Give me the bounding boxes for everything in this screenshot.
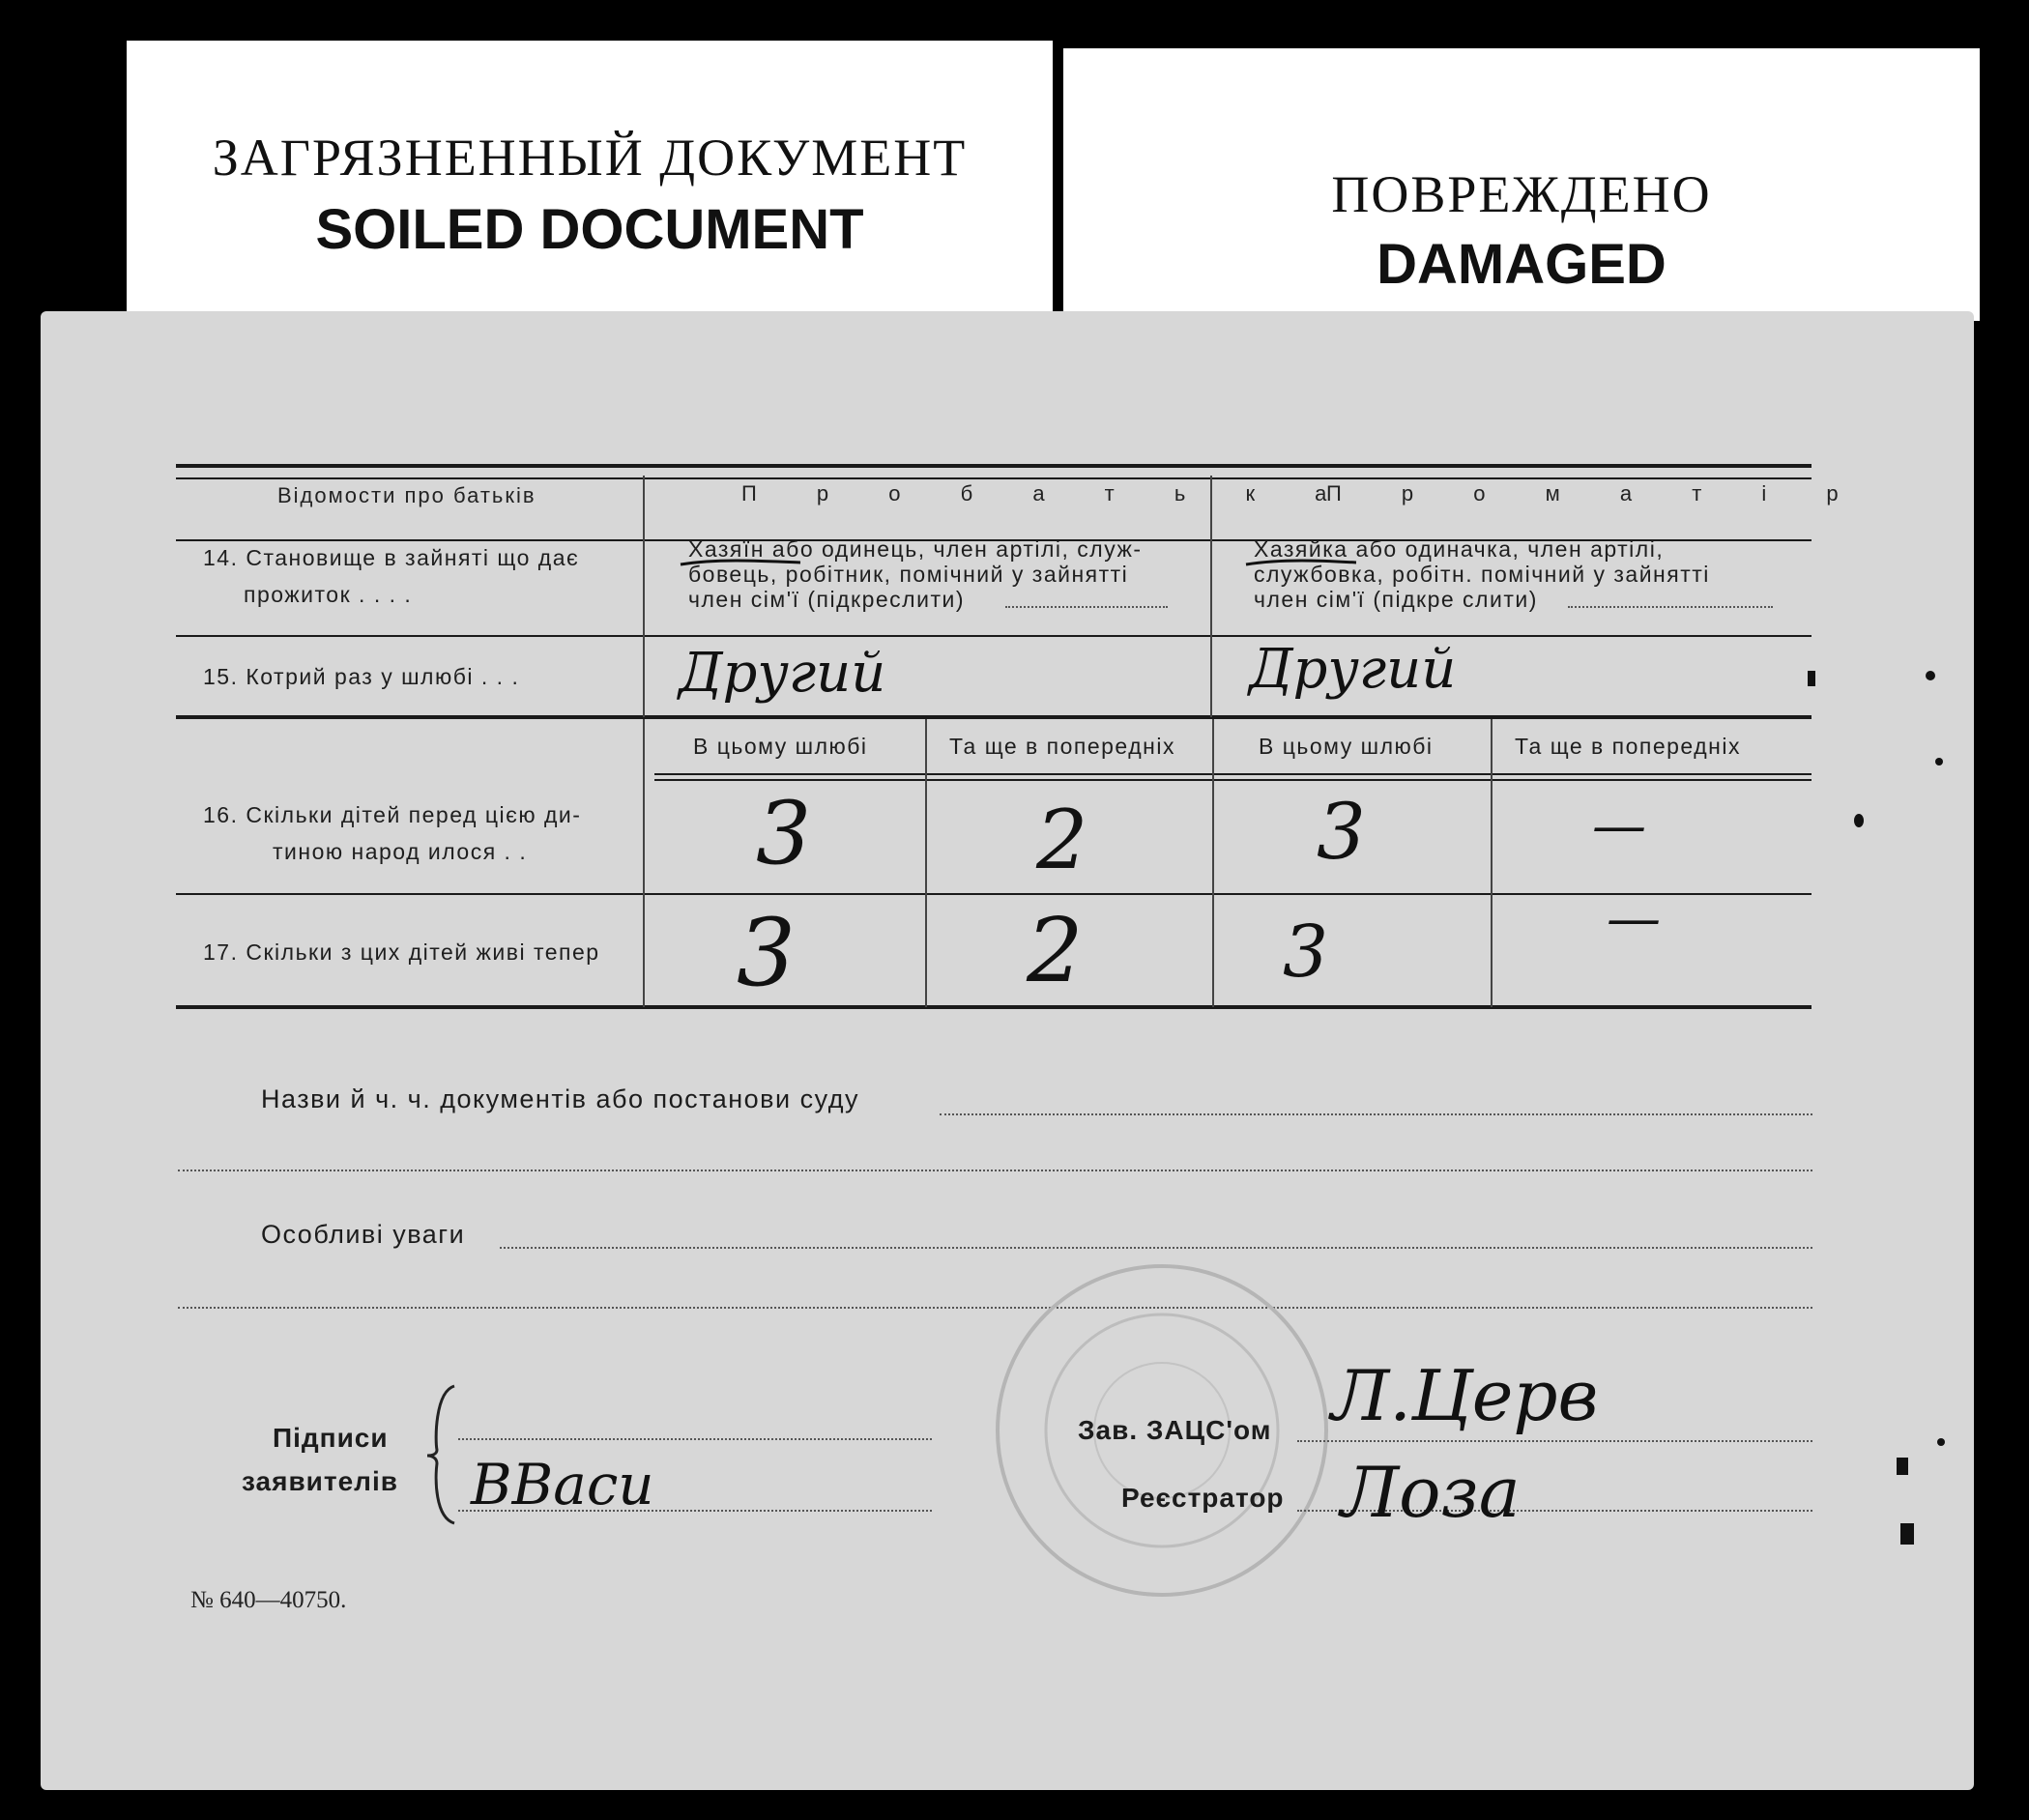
signatures-label: Підписи <box>273 1423 389 1453</box>
header-parents-info: Відомости про батьків <box>277 483 536 507</box>
remarks-label: Особливі уваги <box>261 1220 466 1249</box>
damaged-banner <box>1063 48 1980 321</box>
punch-hole <box>1900 1523 1914 1545</box>
subheader-mother-current: В цьому шлюбі <box>1259 734 1434 759</box>
punch-hole <box>1854 814 1864 827</box>
punch-hole <box>1935 758 1943 766</box>
row-divider <box>176 635 1812 637</box>
column-divider <box>643 719 645 1007</box>
row16-value: — <box>1592 794 1646 857</box>
document-sheet <box>41 311 1974 1790</box>
banner-ru-text: ЗАГРЯЗНЕННЫЙ ДОКУМЕНТ <box>212 129 968 187</box>
row17-value: 2 <box>1027 899 1084 1002</box>
column-divider <box>643 476 645 717</box>
subheader-rule <box>654 773 1812 775</box>
row15-label: 15. Котрий раз у шлюбі . . . <box>203 664 520 689</box>
fill-line <box>458 1438 932 1440</box>
head-signature: Л.Церв <box>1331 1355 1599 1436</box>
table-header-rule <box>176 477 1812 479</box>
row16-value: 3 <box>756 783 812 884</box>
row15-father-value: Другий <box>679 642 886 705</box>
row14-father-options: Хазяїн або одинець, член артілі, служ- <box>688 536 1143 562</box>
subheader-rule <box>654 779 1812 781</box>
subheader-father-current: В цьому шлюбі <box>693 734 868 759</box>
form-number: № 640—40750. <box>190 1587 347 1613</box>
banner-en-text: SOILED DOCUMENT <box>315 198 864 261</box>
row14-label: прожиток . . . . <box>244 582 413 607</box>
punch-hole <box>1897 1458 1908 1475</box>
row16-value: 2 <box>1036 793 1088 887</box>
applicant-signature: ВВаси <box>471 1452 654 1517</box>
underline-mark <box>1244 553 1360 572</box>
row17-label: 17. Скільки з цих дітей живі тепер <box>203 939 600 965</box>
row14-father-options: бовець, робітник, помічний у зайнятті <box>688 562 1129 587</box>
fill-line <box>1297 1440 1812 1442</box>
underline-mark <box>679 553 804 572</box>
row14-label: 14. Становище в зайняті що дає <box>203 545 580 570</box>
row17-value: — <box>1607 887 1661 950</box>
fill-line <box>940 1113 1812 1115</box>
banner-ru-text: ПОВРЕЖДЕНО <box>1331 165 1712 223</box>
fill-line <box>1568 606 1773 608</box>
documents-label: Назви й ч. ч. документів або постанови суду <box>261 1084 859 1113</box>
punch-hole <box>1808 671 1815 686</box>
row14-mother-options: Хазяйка або одиначка, член артілі, <box>1254 536 1665 562</box>
fill-line <box>178 1170 1812 1171</box>
fill-line <box>500 1247 1812 1249</box>
row14-father-options: член сім'ї (підкреслити) <box>688 587 965 612</box>
row14-mother-options: член сім'ї (підкре слити) <box>1254 587 1538 612</box>
punch-hole <box>1926 671 1935 680</box>
header-about-father: П р о б а т ь к а <box>741 481 1354 506</box>
registrar-signature: Лоза <box>1341 1452 1521 1533</box>
soiled-document-banner <box>127 41 1053 321</box>
column-divider <box>1491 719 1493 1007</box>
row17-value: 3 <box>737 899 797 1007</box>
row-divider-thick <box>176 715 1812 719</box>
fill-line <box>1005 606 1168 608</box>
column-divider <box>1210 476 1212 717</box>
registrar-label: Реєстратор <box>1121 1483 1285 1513</box>
row15-mother-value: Другий <box>1249 638 1457 701</box>
subheader-mother-previous: Та ще в попередніх <box>1515 734 1741 759</box>
header-about-mother: П р о м а т і р <box>1326 481 1866 506</box>
brace-mark <box>425 1382 464 1527</box>
subheader-father-previous: Та ще в попередніх <box>949 734 1175 759</box>
row16-label: 16. Скільки дітей перед цією ди- <box>203 802 582 827</box>
row16-value: 3 <box>1317 787 1366 877</box>
row17-value: 3 <box>1283 910 1329 994</box>
column-divider <box>925 719 927 1007</box>
row16-label: тиною народ илося . . <box>273 839 528 864</box>
signatures-label: заявителів <box>242 1466 398 1496</box>
punch-hole <box>1937 1438 1945 1446</box>
table-bottom-rule <box>176 1005 1812 1009</box>
row14-mother-options: службовка, робітн. помічний у зайнятті <box>1254 562 1710 587</box>
banner-en-text: DAMAGED <box>1377 233 1667 296</box>
row-divider <box>176 893 1812 895</box>
column-divider <box>1212 719 1214 1007</box>
table-top-rule <box>176 464 1812 468</box>
head-zags-label: Зав. ЗАЦС'ом <box>1078 1415 1272 1445</box>
